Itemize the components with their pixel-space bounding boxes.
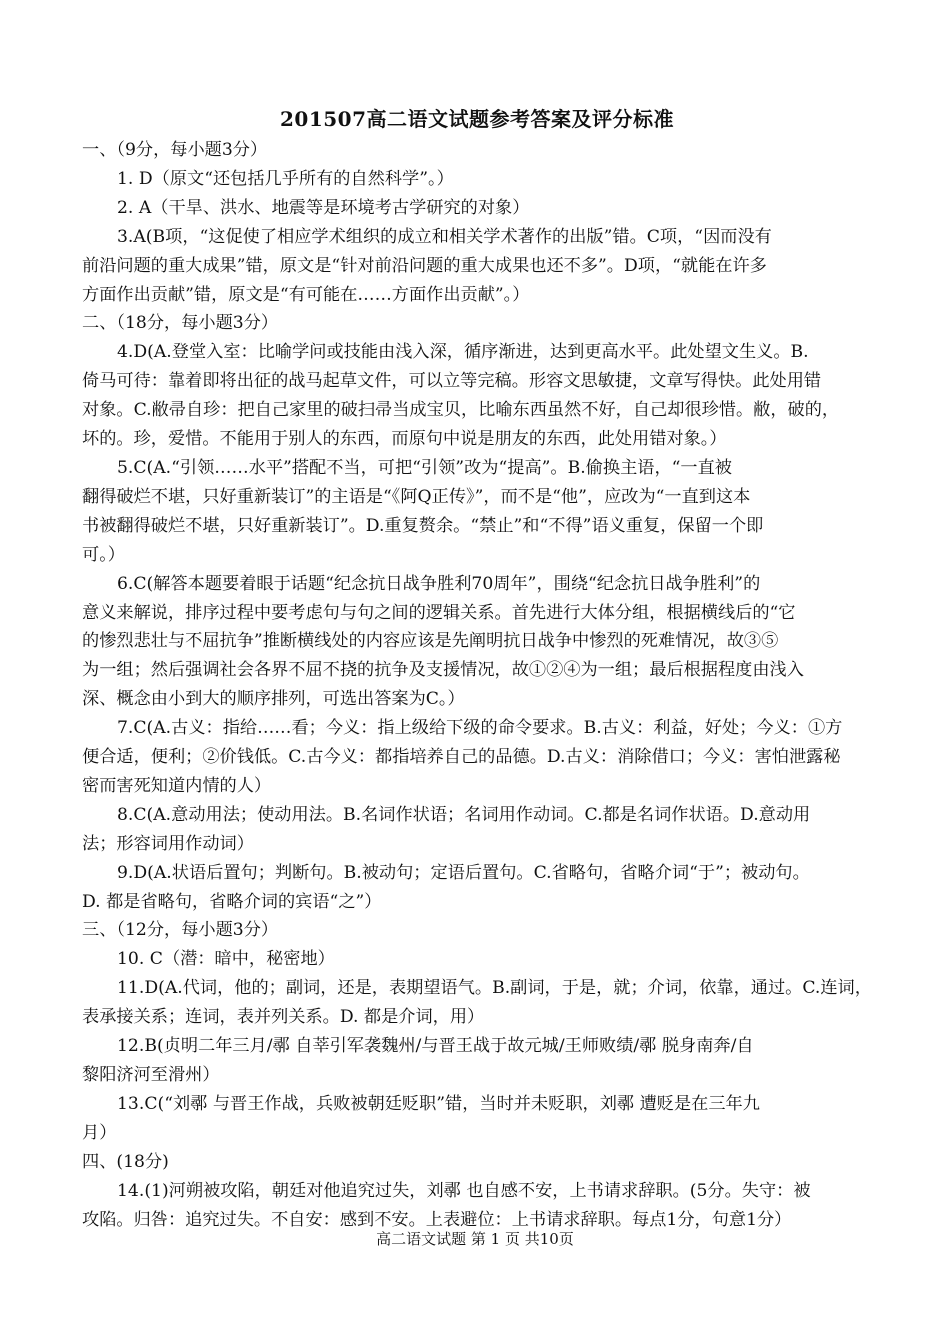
text-line: 对象。C.敝帚自珍：把自己家里的破扫帚当成宝贝，比喻东西虽然不好，自己却很珍惜。敝，破的， bbox=[82, 400, 840, 421]
text-line: 月） bbox=[82, 1122, 117, 1143]
text-line: 的惨烈悲壮与不屈抗争”推断横线处的内容应该是先阐明抗日战争中惨烈的死难情况，故③⑤ bbox=[82, 631, 779, 652]
document-title: 201507高二语文试题参考答案及评分标准 bbox=[280, 107, 674, 131]
text-line: 表承接关系；连词，表并列关系。D. 都是介词，用） bbox=[82, 1007, 485, 1028]
text-line: 黎阳济河至滑州） bbox=[82, 1065, 220, 1085]
text-line: 11.D(A.代词，他的；副词，还是，表期望语气。B.副词，于是，就；介词，依靠，通过。C.连词， bbox=[117, 978, 872, 999]
text-line: 6.C(解答本题要着眼于话题“纪念抗日战争胜利70周年”，围绕“纪念抗日战争胜利”的 bbox=[117, 573, 761, 594]
text-line: 8.C(A.意动用法；使动用法。B.名词作状语；名词用作动词。C.都是名词作状语。D.意动用 bbox=[117, 804, 811, 825]
text-line: 深、概念由小到大的顺序排列，可选出答案为C。） bbox=[82, 689, 465, 710]
text-line: 10. C（潜：暗中，秘密地） bbox=[117, 949, 335, 970]
text-line: 三、（12分，每小题3分） bbox=[82, 920, 279, 941]
text-line: 便合适，便利；②价钱低。C.古今义：都指培养自己的品德。D.古义：消除借口；今义：害怕泄露秘 bbox=[82, 747, 841, 768]
text-line: 翻得破烂不堪，只好重新装订”的主语是“《阿Q正传》”，而不是“他”，应改为“一直到这本 bbox=[82, 486, 751, 507]
answer-body bbox=[82, 136, 872, 1234]
text-line: 9.D(A.状语后置句；判断句。B.被动句；定语后置句。C.省略句，省略介词“于”；被动句。 bbox=[117, 862, 810, 883]
text-line: 书被翻得破烂不堪，只好重新装订”。D.重复赘余。“禁止”和“不得”语义重复，保留一个即 bbox=[82, 515, 764, 536]
text-line: 14.(1)河朔被攻陷，朝廷对他追究过失，刘鄩 也自感不安，上书请求辞职。(5分。失守：被 bbox=[117, 1180, 811, 1201]
text-line: 5.C(A.“引领……水平”搭配不当，可把“引领”改为“提高”。B.偷换主语，“一直被 bbox=[117, 457, 732, 478]
text-line: 攻陷。归咎：追究过失。不自安：感到不安。上表避位：上书请求辞职。每点1分，句意1分） bbox=[82, 1209, 792, 1230]
text-line: 四、(18分) bbox=[82, 1151, 169, 1172]
document-page bbox=[82, 104, 872, 1234]
text-line: 方面作出贡献”错，原文是“有可能在……方面作出贡献”。） bbox=[82, 284, 530, 305]
text-line: 倚马可待：靠着即将出征的战马起草文件，可以立等完稿。形容文思敏捷，文章写得快。此处用错 bbox=[82, 371, 822, 392]
text-line: 为一组；然后强调社会各界不屈不挠的抗争及支援情况，故①②④为一组；最后根据程度由浅入 bbox=[82, 660, 804, 681]
text-line: 意义来解说，排序过程中要考虑句与句之间的逻辑关系。首先进行大体分组，根据横线后的“它 bbox=[82, 602, 796, 623]
text-line: 法；形容词用作动词） bbox=[82, 833, 254, 854]
text-line: 前沿问题的重大成果”错，原文是“针对前沿问题的重大成果也还不多”。D项，“就能在许多 bbox=[82, 255, 767, 276]
text-line: 12.B(贞明二年三月/鄩 自莘引军袭魏州/与晋王战于故元城/王师败绩/鄩 脱身南奔/自 bbox=[117, 1036, 754, 1057]
text-line: 2. A（干旱、洪水、地震等是环境考古学研究的对象） bbox=[117, 197, 530, 218]
text-line: 7.C(A.古义：指给……看；今义：指上级给下级的命令要求。B.古义：利益，好处；今义：①方 bbox=[117, 718, 843, 739]
text-line: 4.D(A.登堂入室：比喻学问或技能由浅入深，循序渐进，达到更高水平。此处望文生义。B. bbox=[117, 342, 809, 363]
text-line: 密而害死知道内情的人） bbox=[82, 775, 272, 796]
text-line: 可。） bbox=[82, 544, 125, 565]
text-line: 3.A(B项，“这促使了相应学术组织的成立和相关学术著作的出版”错。C项，“因而没有 bbox=[117, 226, 772, 247]
text-line: 13.C(“刘鄩 与晋王作战，兵败被朝廷贬职”错，当时并未贬职，刘鄩 遭贬是在三年九 bbox=[117, 1093, 760, 1114]
text-line: 一、（9分，每小题3分） bbox=[82, 140, 268, 160]
page-footer: 高二语文试题 第 1 页 共10页 bbox=[376, 1230, 574, 1248]
text-line: D. 都是省略句，省略介词的宾语“之”） bbox=[82, 891, 382, 912]
text-line: 二、（18分，每小题3分） bbox=[82, 313, 279, 334]
text-line: 1. D（原文“还包括几乎所有的自然科学”。） bbox=[117, 168, 454, 189]
text-line: 坏的。珍，爱惜。不能用于别人的东西，而原句中说是朋友的东西，此处用错对象。） bbox=[82, 429, 727, 450]
